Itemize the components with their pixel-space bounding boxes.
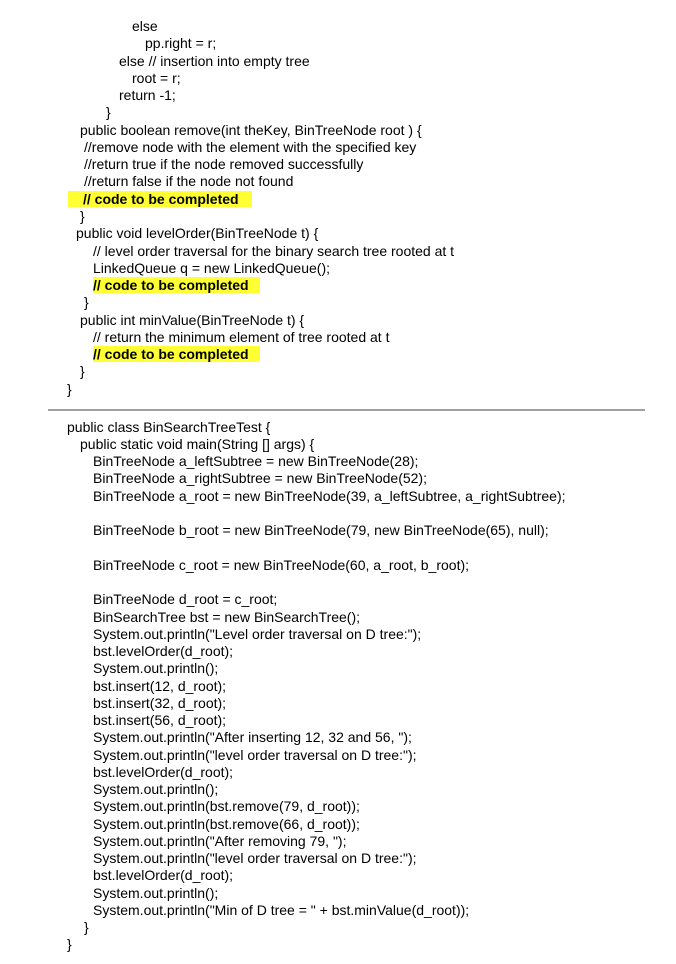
code-line: bst.insert(56, d_root); xyxy=(93,712,227,728)
code-line: } xyxy=(84,294,89,310)
code-line: BinTreeNode b_root = new BinTreeNode(79, new BinTreeNode(65), null); xyxy=(93,522,549,538)
code-line: bst.levelOrder(d_root); xyxy=(93,643,234,659)
code-line: BinTreeNode a_root = new BinTreeNode(39, a_leftSubtree, a_rightSubtree); xyxy=(93,488,566,504)
code-line: System.out.println(bst.remove(66, d_root)); xyxy=(93,816,360,832)
code-line: System.out.println(bst.remove(79, d_root)); xyxy=(93,798,360,814)
main-method-signature: public static void main(String [] args) { xyxy=(80,436,315,452)
code-line: } xyxy=(106,104,111,120)
code-line: System.out.println("Min of D tree = " + bst.minValue(d_root)); xyxy=(93,902,470,918)
code-line: } xyxy=(80,208,85,224)
minvalue-method-signature: public int minValue(BinTreeNode t) { xyxy=(80,312,305,328)
code-line: else // insertion into empty tree xyxy=(119,53,310,69)
code-to-be-completed-highlight: // code to be completed xyxy=(68,191,252,207)
code-comment: // level order traversal for the binary search tree rooted at t xyxy=(93,243,455,259)
code-line: root = r; xyxy=(132,70,181,86)
code-line: System.out.println("level order traversal on D tree:"); xyxy=(93,747,417,763)
code-line: System.out.println("Level order traversal on D tree:"); xyxy=(93,626,422,642)
code-line: LinkedQueue q = new LinkedQueue(); xyxy=(93,260,330,276)
code-line: System.out.println(); xyxy=(93,781,219,797)
code-line: BinTreeNode c_root = new BinTreeNode(60, a_root, b_root); xyxy=(93,557,470,573)
code-comment: //return true if the node removed successfully xyxy=(84,156,364,172)
section-divider xyxy=(48,409,645,411)
code-comment: //return false if the node not found xyxy=(84,173,294,189)
code-line: } xyxy=(84,919,89,935)
code-to-be-completed-highlight: // code to be completed xyxy=(93,277,260,293)
code-line: BinSearchTree bst = new BinSearchTree(); xyxy=(93,609,361,625)
code-line: BinTreeNode a_rightSubtree = new BinTreeNode(52); xyxy=(93,470,427,486)
code-line: return -1; xyxy=(119,87,176,103)
code-line: bst.levelOrder(d_root); xyxy=(93,867,234,883)
code-line: BinTreeNode a_leftSubtree = new BinTreeNode(28); xyxy=(93,453,419,469)
code-line: } xyxy=(80,363,85,379)
remove-method-signature: public boolean remove(int theKey, BinTreeNode root ) { xyxy=(80,122,422,138)
code-line: } xyxy=(67,381,72,397)
code-line: bst.insert(32, d_root); xyxy=(93,695,227,711)
test-class-declaration: public class BinSearchTreeTest { xyxy=(67,419,271,435)
code-line: else xyxy=(132,18,158,34)
code-line: bst.levelOrder(d_root); xyxy=(93,764,234,780)
code-line: pp.right = r; xyxy=(145,35,217,51)
code-line: System.out.println(); xyxy=(93,885,219,901)
code-line: System.out.println(); xyxy=(93,660,219,676)
code-line: System.out.println("After inserting 12, 32 and 56, "); xyxy=(93,729,412,745)
code-comment: //remove node with the element with the specified key xyxy=(84,139,417,155)
code-line: bst.insert(12, d_root); xyxy=(93,678,227,694)
code-line: } xyxy=(67,936,72,952)
code-line: BinTreeNode d_root = c_root; xyxy=(93,591,278,607)
code-line: System.out.println("After removing 79, "); xyxy=(93,833,347,849)
code-line: System.out.println("level order traversal on D tree:"); xyxy=(93,850,417,866)
code-comment: // return the minimum element of tree rooted at t xyxy=(93,329,390,345)
code-to-be-completed-highlight: // code to be completed xyxy=(93,346,260,362)
levelorder-method-signature: public void levelOrder(BinTreeNode t) { xyxy=(76,225,319,241)
